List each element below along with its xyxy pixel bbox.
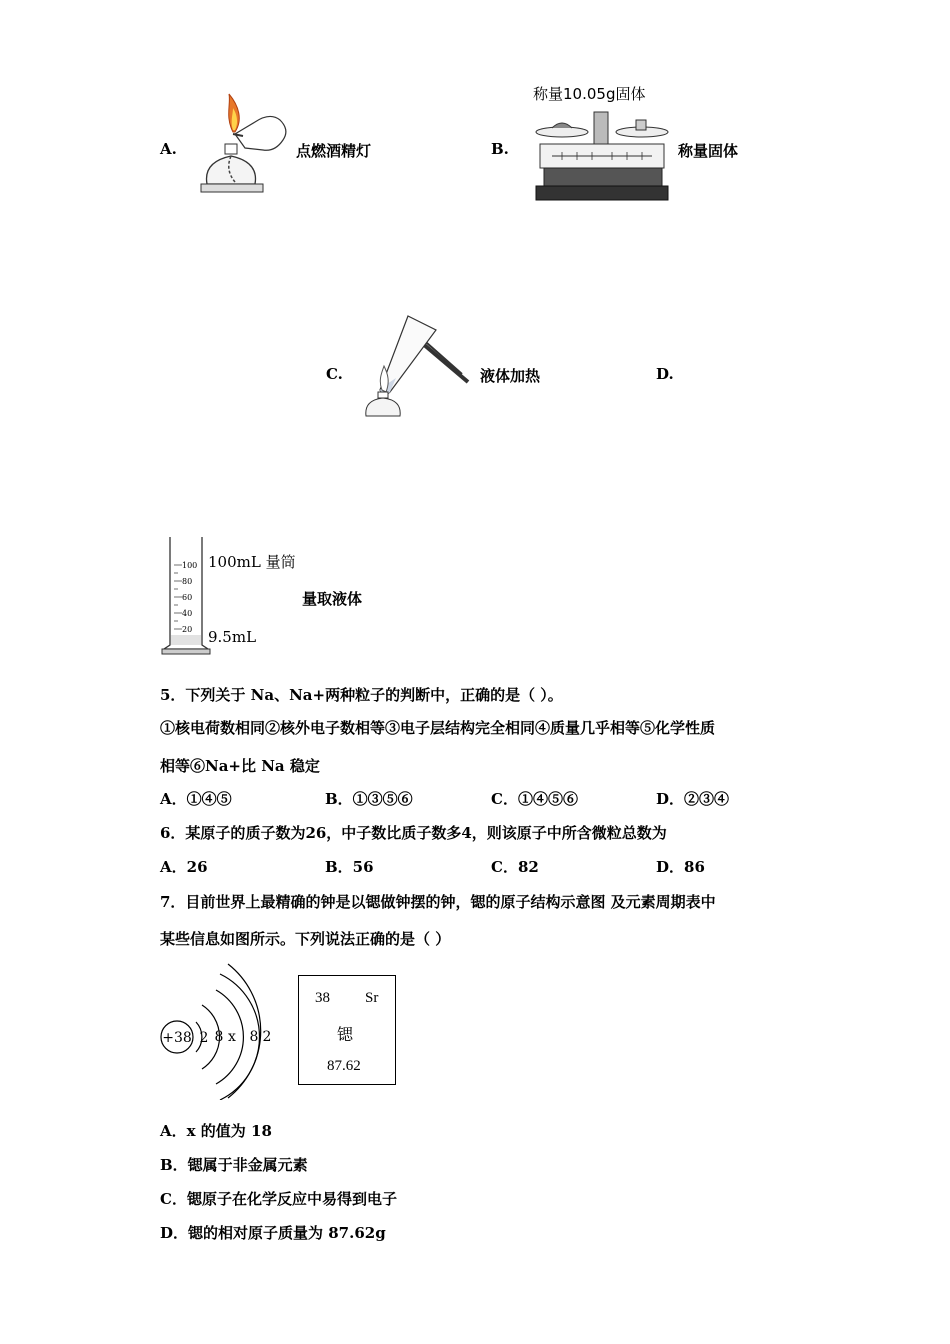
shell-electrons: 8	[214, 1029, 224, 1045]
cylinder-tick: 100	[182, 561, 198, 570]
q5-option-d: D．②③④	[656, 790, 730, 808]
q5-option-b: B．①③⑤⑥	[325, 790, 413, 808]
q5-statements-1: ①核电荷数相同②核外电子数相等③电子层结构完全相同④质量几乎相等⑤化学性质	[160, 719, 716, 737]
element-symbol: Sr	[365, 990, 379, 1006]
q5-stem: 5．下列关于 Na、Na+两种粒子的判断中，正确的是（ ）。	[160, 686, 563, 704]
lighting-lamp-figure	[195, 92, 295, 197]
balance-weight-text: 称量10.05g固体	[533, 85, 646, 103]
heating-liquid-figure	[360, 310, 475, 422]
q7-option-d: D．锶的相对原子质量为 87.62g	[160, 1224, 386, 1242]
balance-figure	[532, 100, 672, 204]
shell-electrons: x	[228, 1029, 236, 1045]
q7-option-b: B．锶属于非金属元素	[160, 1156, 308, 1174]
periodic-table-cell	[298, 975, 396, 1085]
option-b-label: B.	[491, 140, 509, 158]
shell-electrons: 2	[199, 1030, 209, 1046]
cylinder-tick: 80	[182, 577, 193, 586]
q7-stem-1: 7．目前世界上最精确的钟是以锶做钟摆的钟，锶的原子结构示意图 及元素周期表中	[160, 893, 716, 911]
atomic-number: 38	[315, 990, 330, 1006]
q6-option-a: A．26	[160, 858, 208, 876]
q6-stem: 6．某原子的质子数为26，中子数比质子数多4，则该原子中所含微粒总数为	[160, 824, 667, 842]
option-c-label: C.	[326, 365, 343, 383]
graduated-cylinder-figure	[160, 535, 212, 657]
option-b-caption: 称量固体	[678, 142, 739, 160]
q7-stem-2: 某些信息如图所示。下列说法正确的是（ ）	[160, 930, 451, 948]
q5-option-c: C．①④⑤⑥	[491, 790, 578, 808]
strontium-atom-diagram	[158, 960, 278, 1100]
option-d-caption: 量取液体	[302, 590, 363, 608]
q6-option-b: B．56	[325, 858, 374, 876]
shell-electrons: 2	[262, 1029, 272, 1045]
atomic-mass: 87.62	[327, 1058, 361, 1074]
option-d-label: D.	[656, 365, 674, 383]
q7-option-c: C．锶原子在化学反应中易得到电子	[160, 1190, 397, 1208]
cylinder-tick: 40	[182, 609, 193, 618]
shell-electrons: 8	[249, 1029, 259, 1045]
cylinder-tick: 20	[182, 625, 193, 634]
option-a-label: A.	[160, 140, 177, 158]
q5-option-a: A．①④⑤	[160, 790, 232, 808]
q7-option-a: A．x 的值为 18	[160, 1122, 272, 1140]
q6-option-c: C．82	[491, 858, 539, 876]
nucleus-charge: +38	[162, 1030, 192, 1046]
cylinder-tick: 60	[182, 593, 193, 602]
cylinder-capacity-text: 100mL 量筒	[208, 553, 296, 571]
cylinder-reading-text: 9.5mL	[208, 628, 257, 646]
q6-option-d: D．86	[656, 858, 705, 876]
q5-statements-2: 相等⑥Na+比 Na 稳定	[160, 757, 320, 775]
option-c-caption: 液体加热	[480, 367, 541, 385]
element-name: 锶	[337, 1027, 354, 1044]
option-a-caption: 点燃酒精灯	[296, 142, 372, 160]
